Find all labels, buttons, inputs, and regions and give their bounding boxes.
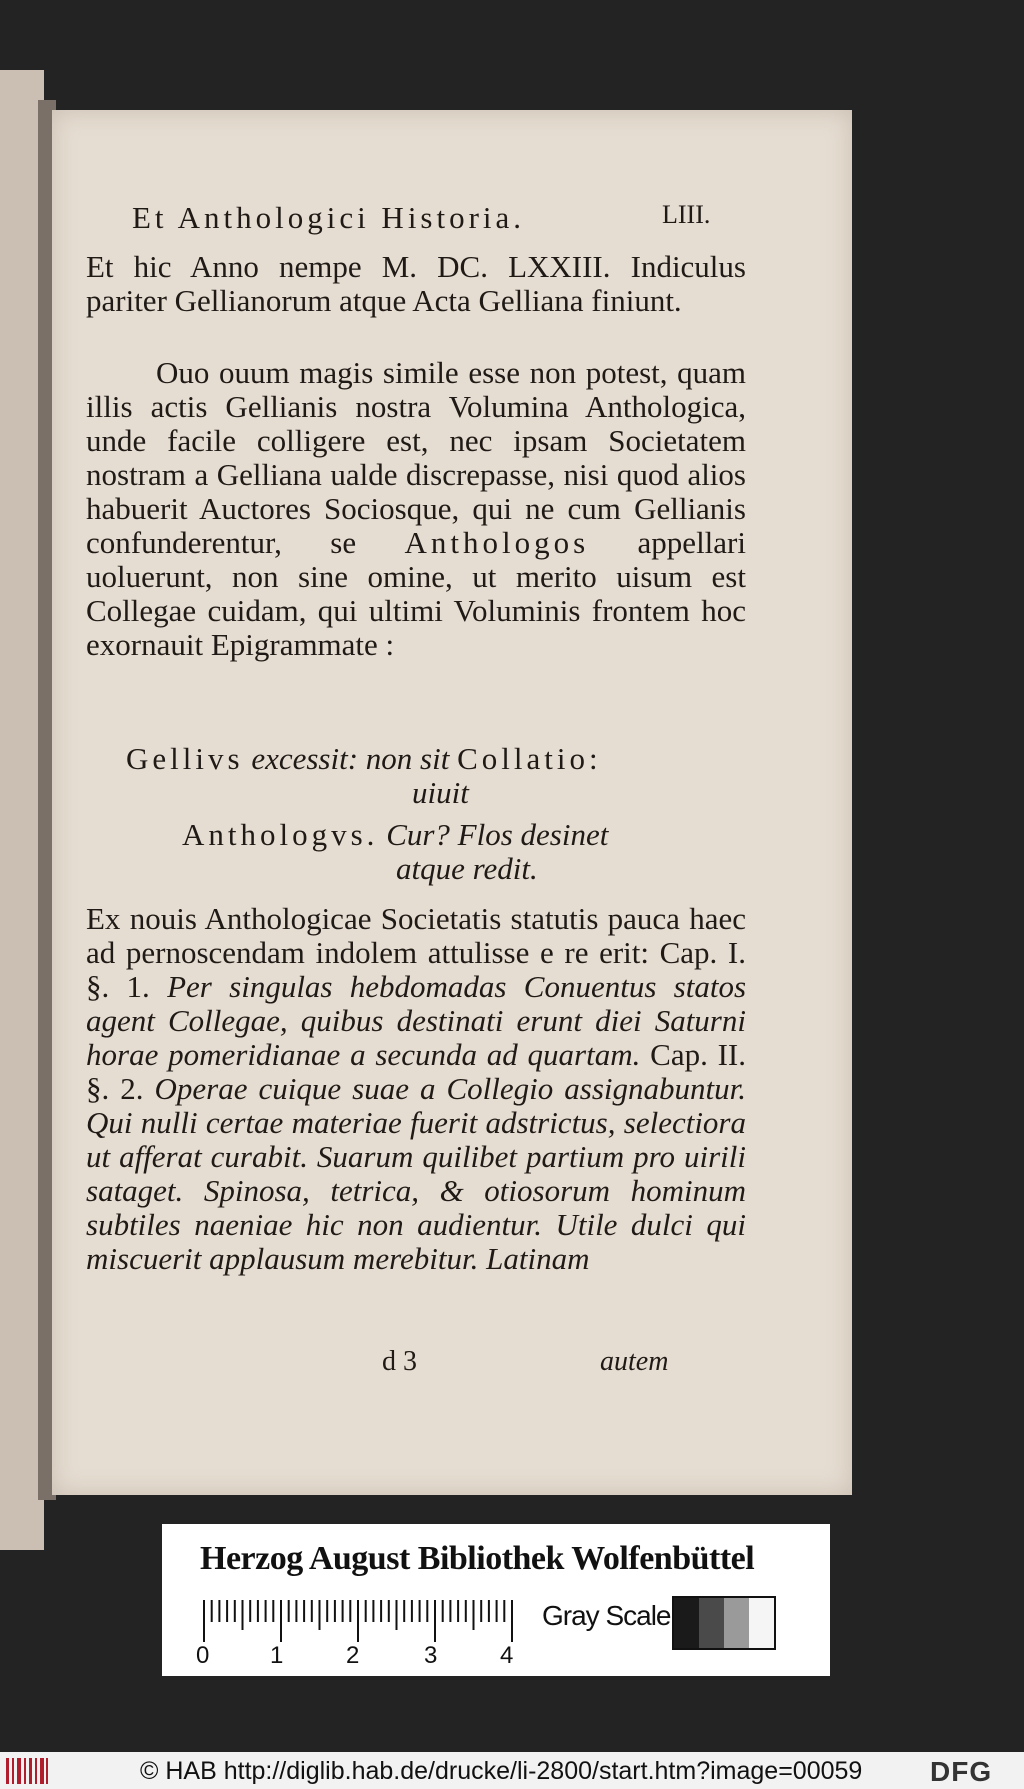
paragraph-3-text-a: Ex nouis Anthologicae Societatis statutis pauca haec ad pernoscendam indolem attulisse e re erit: Cap. I. §. 1. bbox=[86, 901, 746, 1004]
book-page bbox=[52, 110, 852, 1495]
barcode-icon bbox=[6, 1758, 48, 1784]
paragraph-3-italic-2: Operae cuique suae a Collegio assignabuntur. Qui nulli certae materiae fuerit adstrictus, selectiora ut afferat curabit. Suarum quilibet partium pro uirili sataget. Spinosa, tetrica, & otiosorum hominum subtiles naeniae hic non audientur. Utile dulci qui miscuerit applausum merebitur. Latinam bbox=[86, 1071, 747, 1276]
paragraph-3-italic-1: Per singulas hebdomadas Conuentus statos agent Collegae, quibus destinati erunt diei Saturni horae pomeridianae a secunda ad quartam. bbox=[86, 969, 747, 1072]
verse-gellius: Gellivs bbox=[126, 741, 244, 776]
ruler-scale bbox=[202, 1600, 522, 1642]
paragraph-1: Et hic Anno nempe M. DC. LXXIII. Indiculus pariter Gellianorum atque Acta Gelliana finiunt. bbox=[86, 249, 746, 318]
catchword: autem bbox=[600, 1346, 669, 1377]
verse-line-1-italic: excessit: non sit bbox=[251, 741, 450, 776]
folio-number: LIII. bbox=[662, 200, 711, 229]
gray-swatch-4 bbox=[749, 1598, 774, 1648]
gray-swatch-3 bbox=[724, 1598, 749, 1648]
footer-bar bbox=[0, 1752, 1024, 1789]
verse-line-3-italic: Cur? Flos desinet bbox=[386, 817, 609, 852]
paragraph-3 bbox=[86, 902, 746, 1276]
ruler-number-0: 0 bbox=[196, 1642, 210, 1669]
paragraph-2 bbox=[86, 356, 746, 662]
signature-mark: d 3 bbox=[382, 1346, 417, 1377]
library-name: Herzog August Bibliothek Wolfenbüttel bbox=[200, 1540, 755, 1577]
ruler-number-2: 2 bbox=[346, 1642, 360, 1669]
ruler-number-3: 3 bbox=[424, 1642, 438, 1669]
anthologos-small-caps: Anthologos bbox=[404, 525, 590, 560]
paragraph-2-text-a: Ouo ouum magis simile esse non potest, quam illis actis Gellianis nostra Volumina Anthologica, unde facile colligere est, nec ipsam Societatem nostram a Gelliana ualde discrepasse, nisi quod alios habuerit Auctores Sociosque, qui ne cum Gellianis confunderentur, se bbox=[86, 355, 746, 560]
ruler-number-1: 1 bbox=[270, 1642, 284, 1669]
verse-anthologus: Anthologvs. bbox=[182, 817, 379, 852]
verse-line-4: atque redit. bbox=[396, 851, 538, 886]
ruler-number-4: 4 bbox=[500, 1642, 514, 1669]
color-reference-card bbox=[162, 1524, 830, 1676]
gray-swatch-2 bbox=[699, 1598, 724, 1648]
dfg-logo: DFG bbox=[930, 1756, 993, 1787]
paragraph-2-text-b: appellari uoluerunt, non sine omine, ut merito uisum est Collegae cuidam, qui ultimi Voluminis frontem hoc exornauit Epigrammate : bbox=[86, 525, 746, 662]
verse-collatio: Collatio: bbox=[457, 741, 602, 776]
running-header: Et Anthologici Historia. bbox=[132, 200, 526, 235]
copyright-link[interactable]: © HAB http://diglib.hab.de/drucke/li-2800/start.htm?image=00059 bbox=[140, 1757, 863, 1785]
gray-swatch-1 bbox=[674, 1598, 699, 1648]
verse-line-2: uiuit bbox=[412, 775, 469, 810]
verse-line-3 bbox=[182, 818, 608, 852]
ruler-numbers bbox=[196, 1642, 516, 1672]
paragraph-3-text-b: Cap. II. §. 2. bbox=[86, 1037, 747, 1106]
gray-scale-label: Gray Scale bbox=[542, 1600, 671, 1631]
gray-scale-swatches bbox=[672, 1596, 776, 1650]
verse-line-1 bbox=[126, 742, 602, 776]
